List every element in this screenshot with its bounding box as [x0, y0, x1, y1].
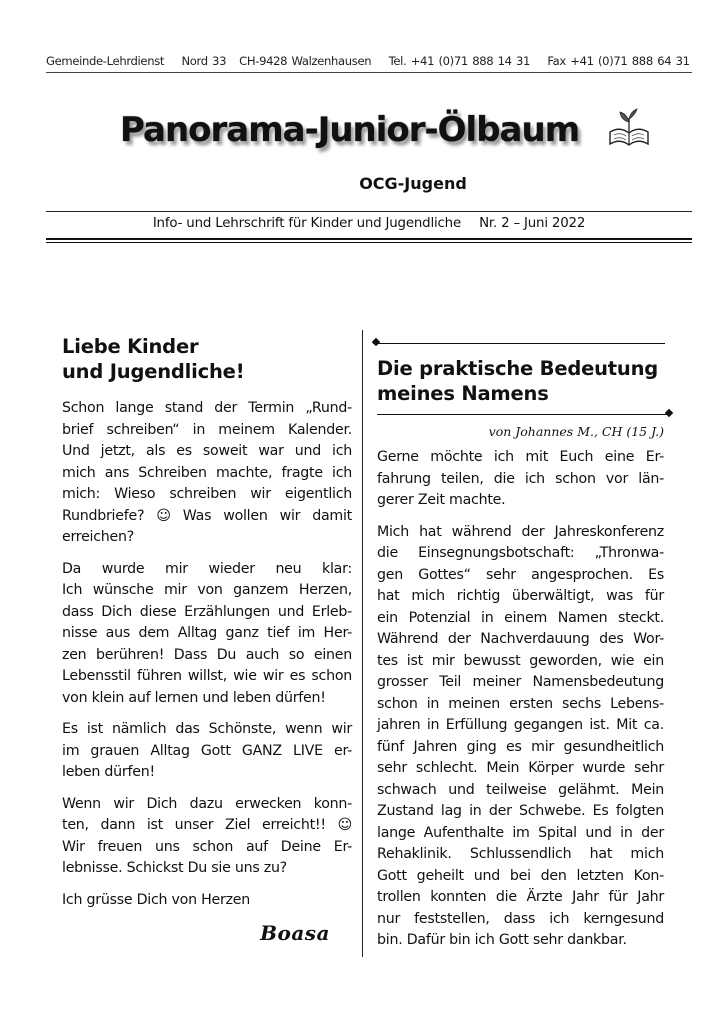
- text-line: tes ist mir bewusst geworden, wie ein: [377, 652, 664, 669]
- text-line: ein Potenzial in einem Namen steckt.: [377, 609, 664, 626]
- rule-line: [377, 414, 669, 415]
- paragraph: [62, 559, 352, 710]
- text-line: lange Aufenthalte im Spital und in der: [377, 824, 664, 841]
- text-line: von klein auf lernen und leben dürfen!: [62, 689, 326, 706]
- info-rule-bottom: [46, 238, 692, 240]
- text-line: erreichen?: [62, 529, 135, 545]
- text-line: ten, dann ist unser Ziel erreicht!! ☺: [62, 817, 352, 833]
- article-author: von Johannes M., CH (15 J.): [488, 424, 664, 439]
- text-line: nisse aus dem Alltag ganz tief im Her-: [62, 625, 352, 641]
- text-line: Gerne möchte ich mit Euch eine Er-: [377, 449, 664, 465]
- text-line: grosser Teil meiner Namensbedeutung: [377, 674, 664, 690]
- text-line: bin. Dafür bin ich Gott sehr dankbar.: [377, 932, 627, 948]
- info-rule-top: [46, 211, 692, 212]
- article-rule-bottom: [377, 410, 664, 420]
- text-line: dass Dich diese Erzählungen und Erleb-: [62, 603, 352, 620]
- text-line: Ich grüsse Dich von Herzen: [62, 891, 250, 908]
- paragraph: [62, 794, 352, 880]
- right-article: [377, 356, 664, 962]
- text-line: im grauen Alltag Gott GANZ LIVE er-: [62, 742, 352, 759]
- paragraph: [62, 398, 352, 549]
- heading-line: meines Namens: [377, 382, 549, 405]
- text-line: schwach und teilweise gelähmt. Mein: [377, 781, 664, 798]
- text-line: sehr schlecht. Mein Körper wurde sehr: [377, 760, 664, 776]
- text-line: Zustand lag in der Schwebe. Es folgten: [377, 803, 664, 819]
- text-line: Während der Nachverdauung des Wor-: [377, 631, 664, 647]
- heading-line: Die praktische Bedeutung: [377, 357, 659, 380]
- right-article-body: [377, 447, 664, 952]
- article-rule-top: [373, 339, 665, 347]
- column-divider: [362, 330, 363, 957]
- text-line: schon in meinen ersten sechs Lebens-: [377, 695, 664, 712]
- text-line: Lebensstil führen willst, wie wir es schon: [62, 668, 352, 684]
- info-rule-bottom-thin: [46, 242, 692, 243]
- contact-org: Gemeinde-Lehrdienst: [46, 54, 165, 68]
- text-line: Gott geheilt und bei den letzten Kon-: [377, 867, 664, 884]
- left-article-heading: [62, 334, 352, 384]
- left-article: [62, 334, 352, 945]
- text-line: Rundbriefe? ☺ Was wollen wir damit: [62, 507, 352, 524]
- heading-line: und Jugendliche!: [62, 360, 245, 383]
- text-line: mich ans Schreiben machte, fragte ich: [62, 464, 352, 481]
- contact-line: [46, 54, 694, 68]
- book-with-sprout-icon: [606, 106, 652, 152]
- signature: Boasa: [260, 921, 330, 945]
- text-line: jahren in Erfüllung gegangen ist. Mit ca.: [377, 717, 664, 733]
- text-line: Schon lange stand der Termin „Rund-: [62, 400, 352, 416]
- rule-line: [373, 343, 665, 344]
- text-line: hat mich richtig überwältigt, was für: [377, 588, 664, 604]
- heading-line: Liebe Kinder: [62, 335, 199, 358]
- text-line: gen Gottes“ sehr angesprochen. Es: [377, 566, 664, 583]
- text-line: die Einsegnungsbotschaft: „Thronwa-: [377, 545, 664, 561]
- masthead: [120, 106, 640, 166]
- text-line: fahrung teilen, die ich schon vor län-: [377, 470, 664, 487]
- text-line: gerer Zeit machte.: [377, 492, 506, 508]
- contact-street: Nord 33: [181, 54, 227, 68]
- info-line: [46, 216, 692, 231]
- header-rule: [46, 72, 692, 73]
- paragraph: [62, 719, 352, 784]
- text-line: fünf Jahren ging es mir gesundheitlich: [377, 738, 664, 755]
- text-line: trollen konnten die Ärzte Jahr für Jahr: [377, 889, 664, 905]
- diamond-icon: [665, 409, 673, 417]
- diamond-icon: [372, 338, 380, 346]
- text-line: zen berühren! Dass Du auch so einen: [62, 646, 352, 663]
- text-line: Und jetzt, als es soweit war und ich: [62, 443, 352, 459]
- text-line: Wir freuen uns schon auf Deine Er-: [62, 838, 352, 855]
- publication-title: Panorama-Junior-Ölbaum: [120, 110, 580, 150]
- text-line: lebnisse. Schickst Du sie uns zu?: [62, 860, 287, 876]
- paragraph: [377, 522, 664, 952]
- publication-description: Info- und Lehrschrift für Kinder und Jugendliche: [152, 216, 461, 231]
- text-line: nur feststellen, dass ich kerngesund: [377, 910, 664, 927]
- publication-subtitle: OCG-Jugend: [359, 174, 467, 193]
- text-line: mich: Wieso schreiben wir eigentlich: [62, 486, 352, 502]
- rule-wrapper: [377, 410, 669, 418]
- text-line: Es ist nämlich das Schönste, wenn wir: [62, 721, 352, 737]
- text-line: Mich hat während der Jahreskonferenz: [377, 523, 664, 540]
- contact-phone: Tel. +41 (0)71 888 14 31: [388, 54, 531, 68]
- text-line: brief schreiben“ in meinem Kalender.: [62, 421, 352, 438]
- contact-city: CH-9428 Walzenhausen: [239, 54, 372, 68]
- text-line: Wenn wir Dich dazu erwecken konn-: [62, 795, 352, 812]
- issue-number: Nr. 2 – Juni 2022: [479, 216, 586, 231]
- paragraph: [62, 890, 352, 912]
- right-article-heading: [377, 356, 664, 406]
- text-line: leben dürfen!: [62, 764, 155, 780]
- left-article-body: [62, 398, 352, 911]
- text-line: Da wurde mir wieder neu klar:: [62, 560, 352, 577]
- paragraph: [377, 447, 664, 512]
- text-line: Rehaklinik. Schlussendlich hat mich: [377, 846, 664, 862]
- contact-fax: Fax +41 (0)71 888 64 31: [547, 54, 690, 68]
- text-line: Ich wünsche mir von ganzem Herzen,: [62, 582, 352, 598]
